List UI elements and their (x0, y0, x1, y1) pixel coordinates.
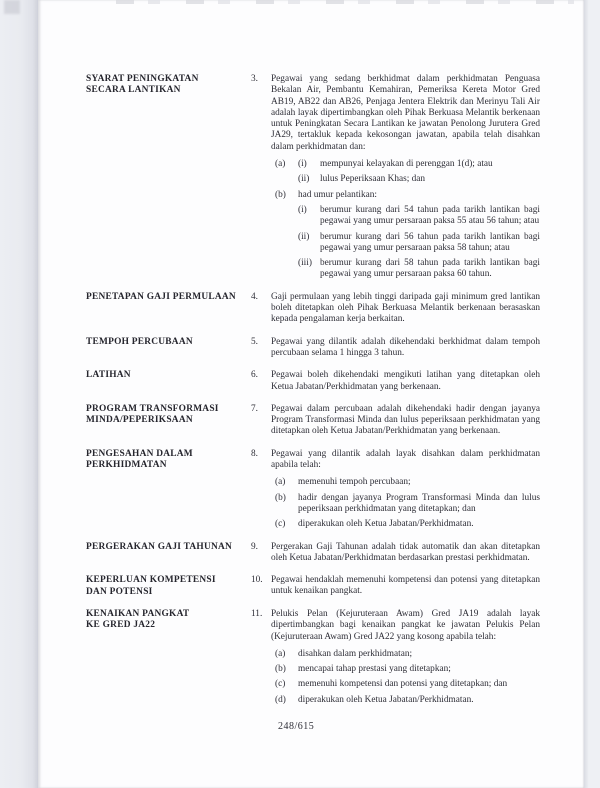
document-row (86, 609, 540, 706)
sub-item-list (271, 159, 540, 281)
item-text: hadir dengan jayanya Program Transformasi Minda dan lulus peperiksaan perkhidmatan yang ditetapkan; dan (298, 492, 540, 514)
row-content (271, 609, 540, 706)
document-row (86, 404, 540, 438)
item-letter-label: (a) (275, 648, 286, 659)
item-text: diperakukan oleh Ketua Jabatan/Perkhidmatan. (298, 694, 474, 705)
row-heading-line: PERGERAKAN GAJI TAHUNAN (86, 541, 233, 552)
row-heading-line: PENETAPAN GAJI PERMULAAN (86, 291, 236, 302)
list-item (271, 519, 540, 530)
document-row (86, 370, 540, 393)
item-letter-label: (a) (275, 477, 286, 488)
paragraph: Pegawai boleh dikehendaki mengikuti latihan yang ditetapkan oleh Ketua Jabatan/Perkhidmatan yang berkenaan. (271, 370, 540, 392)
item-text: memenuhi tempoh percubaan; (298, 477, 411, 488)
list-item (271, 664, 540, 675)
paragraph: Pegawai yang dilantik adalah layak disahkan dalam perkhidmatan apabila telah: (271, 448, 540, 471)
item-letter-label: (b) (275, 189, 286, 200)
sub-item-list (271, 477, 540, 530)
row-heading-line: SECARA LANTIKAN (86, 85, 181, 96)
list-item (271, 232, 540, 255)
page-content (38, 0, 584, 788)
paragraph: Pegawai yang sedang berkhidmat dalam perkhidmatan Penguasa Bekalan Air, Pembantu Kemahiran, Pemeriksa Kereta Motor Gred AB19, AB22 dan AB26, Penjaga Jentera Elektrik dan Merinyu Tali Air adalah layak dipertimbangkan oleh Pihak Berkuasa Melantik berkenaan untuk Peningkatan Secara Lantikan ke jawatan Penolong Jurutera Gred JA29, tertakluk kepada kekosongan jawatan, apabila telah disahkan dalam perkhidmatan dan: (271, 74, 540, 152)
item-letter-label: (b) (275, 664, 286, 675)
paragraph: Pegawai yang dilantik adalah dikehendaki berkhidmat dalam tempoh percubaan selama 1 hingga 3 tahun. (271, 336, 540, 358)
row-content (271, 542, 540, 565)
paragraph: Pegawai hendaklah memenuhi kompetensi dan potensi yang ditetapkan untuk kenaikan pangkat. (271, 575, 540, 597)
document-row (86, 74, 540, 281)
item-roman-label: (i) (298, 159, 307, 170)
row-content (271, 74, 540, 281)
paragraph: Pergerakan Gaji Tahunan adalah tidak automatik dan akan ditetapkan oleh Ketua Jabatan/Perkhidmatan berdasarkan prestasi perkhidmatan. (271, 541, 540, 563)
list-item (271, 174, 540, 185)
item-letter-label: (a) (275, 159, 286, 170)
row-number: 7. (251, 403, 258, 414)
list-item (271, 493, 540, 516)
item-text: mempunyai kelayakan di perenggan 1(d); atau (320, 159, 493, 170)
item-text: berumur kurang dari 58 tahun pada tarikh lantikan bagi pegawai yang umur persaraan paksa 60 tahun. (320, 258, 540, 280)
item-roman-label: (ii) (298, 231, 310, 242)
document-page (38, 0, 584, 788)
row-content (271, 337, 540, 360)
photo-right-margin (584, 0, 600, 788)
list-item (271, 649, 540, 660)
row-number: 8. (251, 448, 258, 459)
list-item (271, 258, 540, 281)
item-letter-label: (c) (275, 519, 286, 530)
row-heading-line: SYARAT PENINGKATAN (86, 74, 199, 84)
page-number: 248/615 (278, 720, 315, 732)
paragraph: Gaji permulaan yang lebih tinggi daripada gaji minimum gred lantikan boleh ditetapkan oleh Pihak Berkuasa Melantik berkenaan berasaskan kepada pengalaman kerja berkaitan. (271, 291, 540, 325)
row-heading-line: KEPERLUAN KOMPETENSI (86, 575, 216, 586)
row-heading (86, 449, 251, 472)
row-heading-line: TEMPOH PERCUBAAN (86, 336, 193, 347)
row-heading (86, 609, 251, 632)
item-text: disahkan dalam perkhidmatan; (298, 648, 413, 659)
document-row (86, 449, 540, 531)
row-content (271, 404, 540, 438)
row-number: 9. (251, 541, 258, 552)
paragraph: Pegawai dalam percubaan adalah dikehendaki hadir dengan jayanya Program Transformasi Minda dan lulus peperiksaan perkhidmatan yang ditetapkan oleh Ketua Jabatan/Perkhidmatan yang berkenaan. (271, 403, 540, 437)
item-text: berumur kurang dari 54 tahun pada tarikh lantikan bagi pegawai yang umur persaraan paksa 55 atau 56 tahun; atau (320, 204, 540, 227)
row-heading-line: PENGESAHAN DALAM (86, 448, 193, 459)
row-content (271, 292, 540, 326)
document-row (86, 337, 540, 360)
row-number: 11. (251, 608, 263, 619)
list-item (271, 205, 540, 228)
row-heading-line: MINDA/PEPERIKSAAN (86, 415, 193, 426)
row-content (271, 370, 540, 393)
row-heading-line: PROGRAM TRANSFORMASI (86, 403, 219, 414)
item-text: memenuhi kompetensi dan potensi yang ditetapkan; dan (298, 679, 508, 690)
paragraph: Pelukis Pelan (Kejuruteraan Awam) Gred JA19 adalah layak dipertimbangkan bagi kenaikan pangkat ke jawatan Pelukis Pelan (Kejuruteraan Awam) Gred JA22 yang kosong apabila telah: (271, 608, 540, 642)
item-text: diperakukan oleh Ketua Jabatan/Perkhidmatan. (298, 519, 474, 530)
row-heading-line: DAN POTENSI (86, 586, 153, 597)
row-content (271, 449, 540, 531)
row-heading-line: KE GRED JA22 (86, 620, 156, 631)
list-item (271, 190, 540, 201)
row-number: 6. (251, 370, 258, 381)
list-item (271, 695, 540, 706)
row-heading (86, 404, 251, 427)
document-row (86, 542, 540, 565)
item-text: berumur kurang dari 56 tahun pada tarikh lantikan bagi pegawai yang umur persaraan paksa 58 tahun; atau (320, 231, 540, 253)
list-item (271, 159, 540, 170)
row-number: 3. (251, 74, 258, 84)
item-roman-label: (i) (298, 204, 307, 215)
item-roman-label: (iii) (298, 258, 312, 269)
photo-left-margin (0, 0, 38, 788)
row-heading-line: PERKHIDMATAN (86, 460, 167, 471)
row-heading (86, 575, 251, 598)
item-letter-label: (d) (275, 694, 286, 705)
item-roman-label: (ii) (298, 174, 310, 185)
item-letter-label: (c) (275, 679, 286, 690)
row-heading-line: LATIHAN (86, 370, 131, 381)
sub-item-list (271, 649, 540, 706)
list-item (271, 477, 540, 488)
row-heading (86, 74, 251, 97)
item-text: lulus Peperiksaan Khas; dan (320, 174, 426, 185)
row-heading (86, 292, 251, 303)
document-rows (86, 74, 540, 706)
row-heading (86, 370, 251, 381)
item-letter-label: (b) (275, 492, 286, 503)
row-number: 5. (251, 336, 258, 347)
row-number: 10. (251, 575, 263, 586)
row-heading-line: KENAIKAN PANGKAT (86, 608, 190, 619)
row-heading (86, 542, 251, 553)
item-text: had umur pelantikan: (298, 189, 378, 200)
document-row (86, 292, 540, 326)
row-number: 4. (251, 291, 258, 302)
item-text: mencapai tahap prestasi yang ditetapkan; (298, 664, 451, 675)
row-heading (86, 337, 251, 348)
row-content (271, 575, 540, 598)
list-item (271, 679, 540, 690)
document-row (86, 575, 540, 598)
